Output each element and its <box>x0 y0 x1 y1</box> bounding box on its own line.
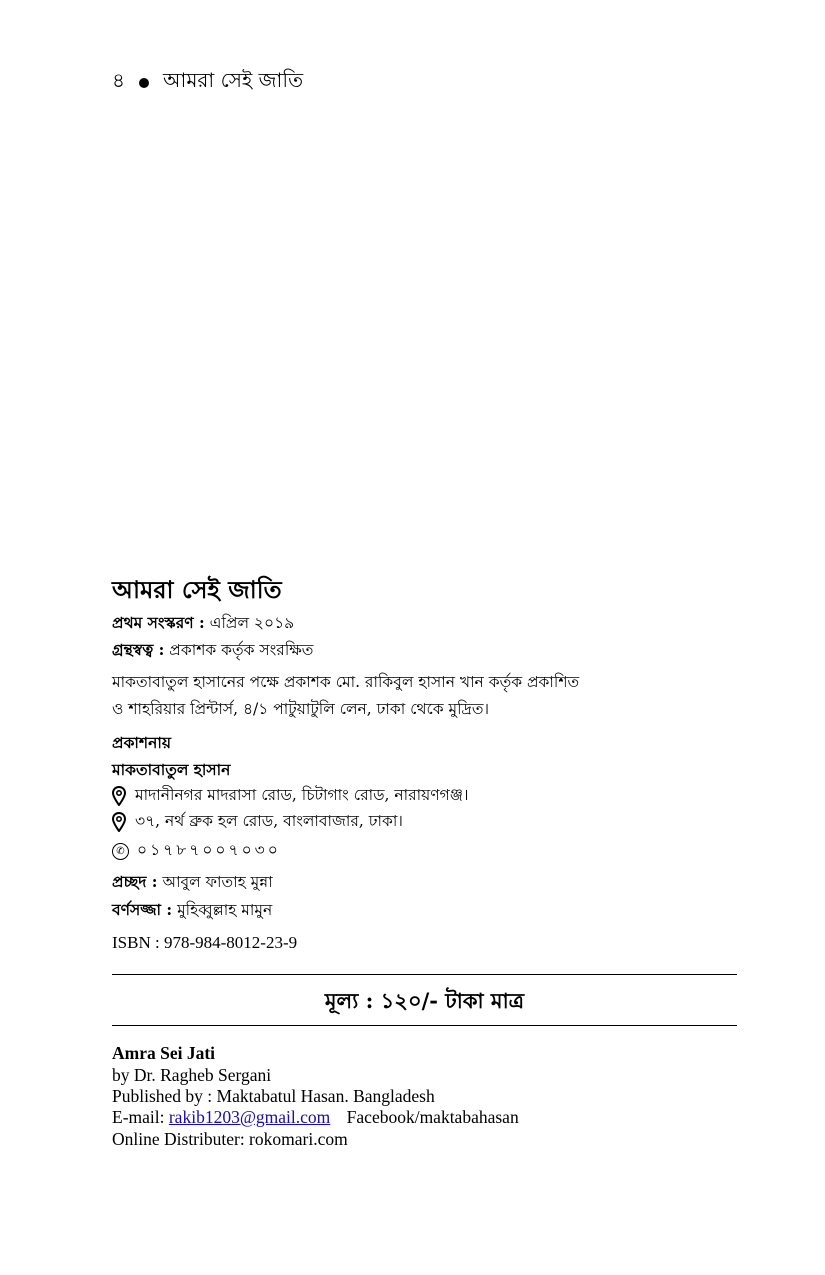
online-distributor: Online Distributer: rokomari.com <box>112 1129 348 1149</box>
map-pin-icon <box>112 812 126 832</box>
typesetting-label: বর্ণসজ্জা : <box>112 900 173 919</box>
imprint-line-1: মাকতাবাতুল হাসানের পক্ষে প্রকাশক মো. রাকিবুল হাসান খান কর্তৃক প্রকাশিত <box>112 673 580 691</box>
english-title: Amra Sei Jati <box>112 1043 216 1063</box>
divider-bottom <box>112 1025 737 1026</box>
edition-label: প্রথম সংস্করণ : <box>112 613 205 632</box>
english-publisher: Published by : Maktabatul Hasan. Bangladesh <box>112 1086 435 1106</box>
bullet-dot-icon <box>139 78 149 88</box>
copyright-line <box>112 638 313 664</box>
imprint-line-2: ও শাহরিয়ার প্রিন্টার্স, ৪/১ পাটুয়াটুলি লেন, ঢাকা থেকে মুদ্রিত। <box>112 700 489 718</box>
price: মূল্য : ১২০/- টাকা মাত্র <box>324 988 525 1013</box>
email-label: E-mail: <box>112 1107 165 1127</box>
map-pin-icon <box>112 786 126 806</box>
publisher-name: মাকতাবাতুল হাসান <box>112 760 231 779</box>
facebook-handle: Facebook/maktabahasan <box>346 1107 519 1127</box>
page-number: ৪ <box>112 68 125 92</box>
publisher-heading: প্রকাশনায় <box>112 733 171 752</box>
cover-label: প্রচ্ছদ : <box>112 872 158 891</box>
typesetting-credit <box>112 898 272 924</box>
phone-icon: ✆ <box>112 843 129 860</box>
running-title: আমরা সেই জাতি <box>162 68 304 92</box>
cover-value: আবুল ফাতাহ মুন্না <box>162 873 273 891</box>
edition-line <box>112 611 294 637</box>
copyright-value: প্রকাশক কর্তৃক সংরক্ষিত <box>169 641 314 659</box>
address-line-1 <box>112 783 469 809</box>
email-link[interactable]: rakib1203@gmail.com <box>168 1107 331 1127</box>
divider-top <box>112 974 737 975</box>
isbn: ISBN : 978-984-8012-23-9 <box>112 933 298 952</box>
cover-credit <box>112 870 273 896</box>
english-author: by Dr. Ragheb Sergani <box>112 1065 272 1085</box>
phone-number: ০১৭৮৭০০৭০৩০ <box>137 841 281 859</box>
contact-line <box>112 1107 519 1128</box>
edition-value: এপ্রিল ২০১৯ <box>209 614 295 632</box>
address-line-2 <box>112 809 403 835</box>
address-1: মাদানীনগর মাদরাসা রোড, চিটাগাং রোড, নারায়ণগঞ্জ। <box>135 786 469 804</box>
phone-line <box>112 838 281 864</box>
copyright-label: গ্রন্থস্বত্ব : <box>112 640 165 659</box>
book-title: আমরা সেই জাতি <box>112 575 282 604</box>
typesetting-value: মুহিব্বুল্লাহ মামুন <box>177 901 273 919</box>
running-header <box>112 66 303 99</box>
address-2: ৩৭, নর্থ ব্রুক হল রোড, বাংলাবাজার, ঢাকা। <box>135 812 403 830</box>
